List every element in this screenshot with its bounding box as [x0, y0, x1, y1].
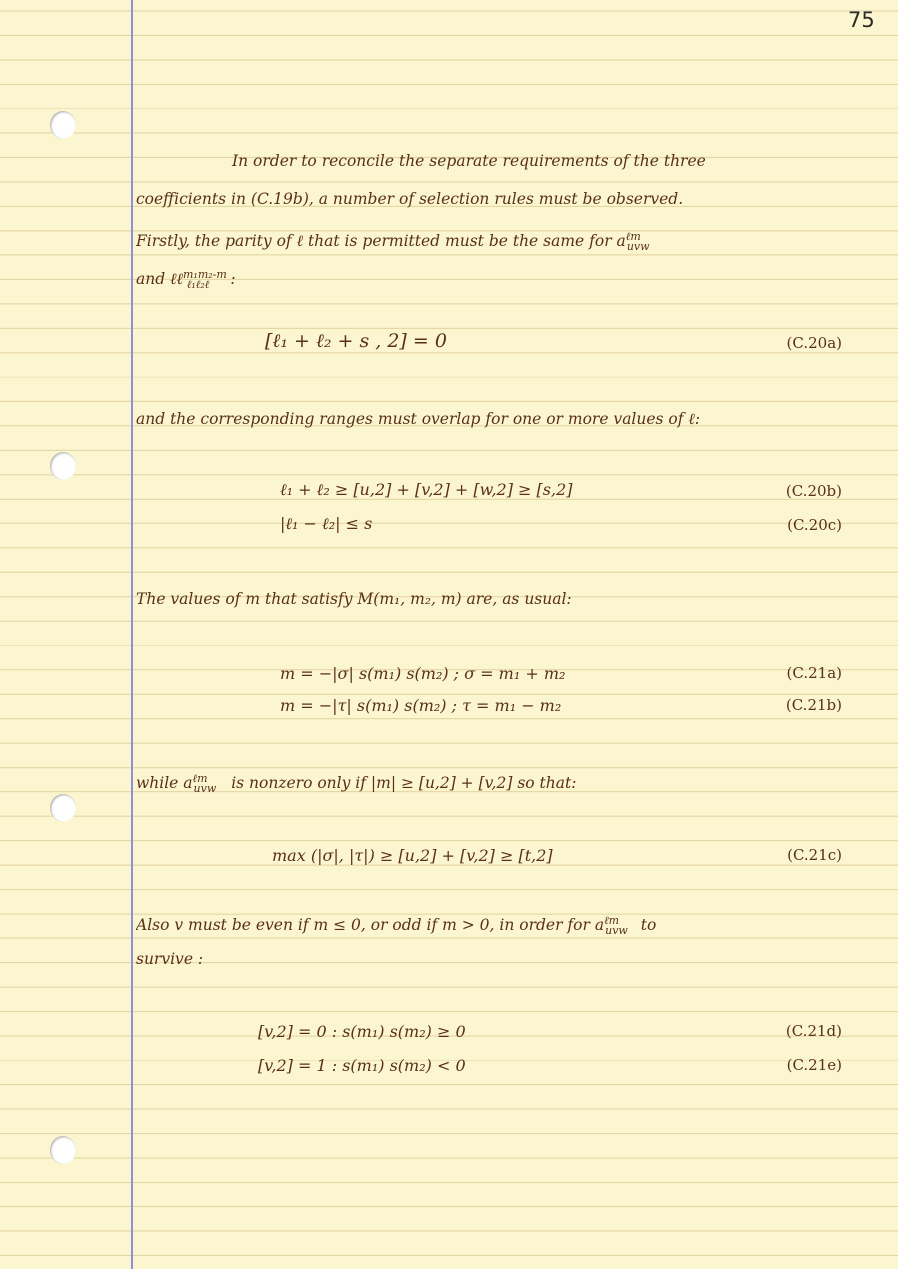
paragraph-line: survive :: [136, 950, 204, 968]
paragraph-line: [136, 268, 856, 291]
equation: [v,2] = 1 : s(m₁) s(m₂) < 0: [258, 1056, 466, 1075]
paragraph-line: The values of m that satisfy M(m₁, m₂, m) are, as usual:: [136, 590, 572, 608]
equation-label: (C.21a): [786, 664, 842, 682]
page-number: 75: [848, 8, 875, 32]
paragraph-line: In order to reconcile the separate requirements of the three: [232, 152, 706, 170]
paragraph-text: and ℓℓ: [136, 270, 183, 289]
equation-label: (C.20c): [787, 516, 842, 534]
paragraph-text: to: [640, 916, 657, 935]
math-superscript: m₁m₂-m: [182, 268, 227, 281]
paragraph-text: while a: [136, 774, 193, 793]
paragraph-line: [136, 914, 856, 937]
math-superscript: ℓm: [604, 914, 620, 927]
paragraph-line: [136, 230, 856, 253]
paragraph-text: :: [230, 270, 236, 289]
equation-label: (C.21d): [785, 1022, 842, 1040]
paragraph-text: Also v must be even if m ≤ 0, or odd if m > 0, in order for a: [136, 916, 605, 935]
math-subscript: uvw: [626, 240, 650, 254]
math-superscript: ℓm: [625, 230, 641, 243]
math-superscript: ℓm: [192, 772, 208, 785]
paragraph-line: coefficients in (C.19b), a number of selection rules must be observed.: [136, 190, 684, 208]
punch-hole: [50, 1136, 76, 1164]
equation: m = −|τ| s(m₁) s(m₂) ; τ = m₁ − m₂: [280, 696, 562, 715]
equation-label: (C.21c): [787, 846, 842, 864]
paragraph-line: and the corresponding ranges must overlap for one or more values of ℓ:: [136, 410, 701, 428]
math-subscript: uvw: [605, 924, 628, 938]
equation: ℓ₁ + ℓ₂ ≥ [u,2] + [v,2] + [w,2] ≥ [s,2]: [280, 480, 573, 499]
paragraph-text: Firstly, the parity of ℓ that is permitted must be the same for a: [136, 232, 626, 251]
equation-label: (C.21e): [786, 1056, 842, 1074]
math-subscript: uvw: [193, 782, 217, 796]
punch-hole: [50, 111, 76, 139]
punch-hole: [50, 794, 76, 822]
equation: max (|σ|, |τ|) ≥ [u,2] + [v,2] ≥ [t,2]: [272, 846, 553, 865]
paragraph-line: [136, 772, 856, 795]
equation-label: (C.20b): [785, 482, 842, 500]
equation: [ℓ₁ + ℓ₂ + s , 2] = 0: [265, 330, 447, 352]
equation-label: (C.21b): [785, 696, 842, 714]
paragraph-text: is nonzero only if |m| ≥ [u,2] + [v,2] so that:: [231, 774, 577, 793]
math-subscript: ℓ₁ℓ₂ℓ: [186, 278, 210, 292]
equation: |ℓ₁ − ℓ₂| ≤ s: [280, 514, 373, 533]
equation: [v,2] = 0 : s(m₁) s(m₂) ≥ 0: [258, 1022, 466, 1041]
equation-label: (C.20a): [786, 334, 842, 352]
equation: m = −|σ| s(m₁) s(m₂) ; σ = m₁ + m₂: [280, 664, 566, 683]
punch-hole: [50, 452, 76, 480]
margin-line: [131, 0, 133, 1269]
